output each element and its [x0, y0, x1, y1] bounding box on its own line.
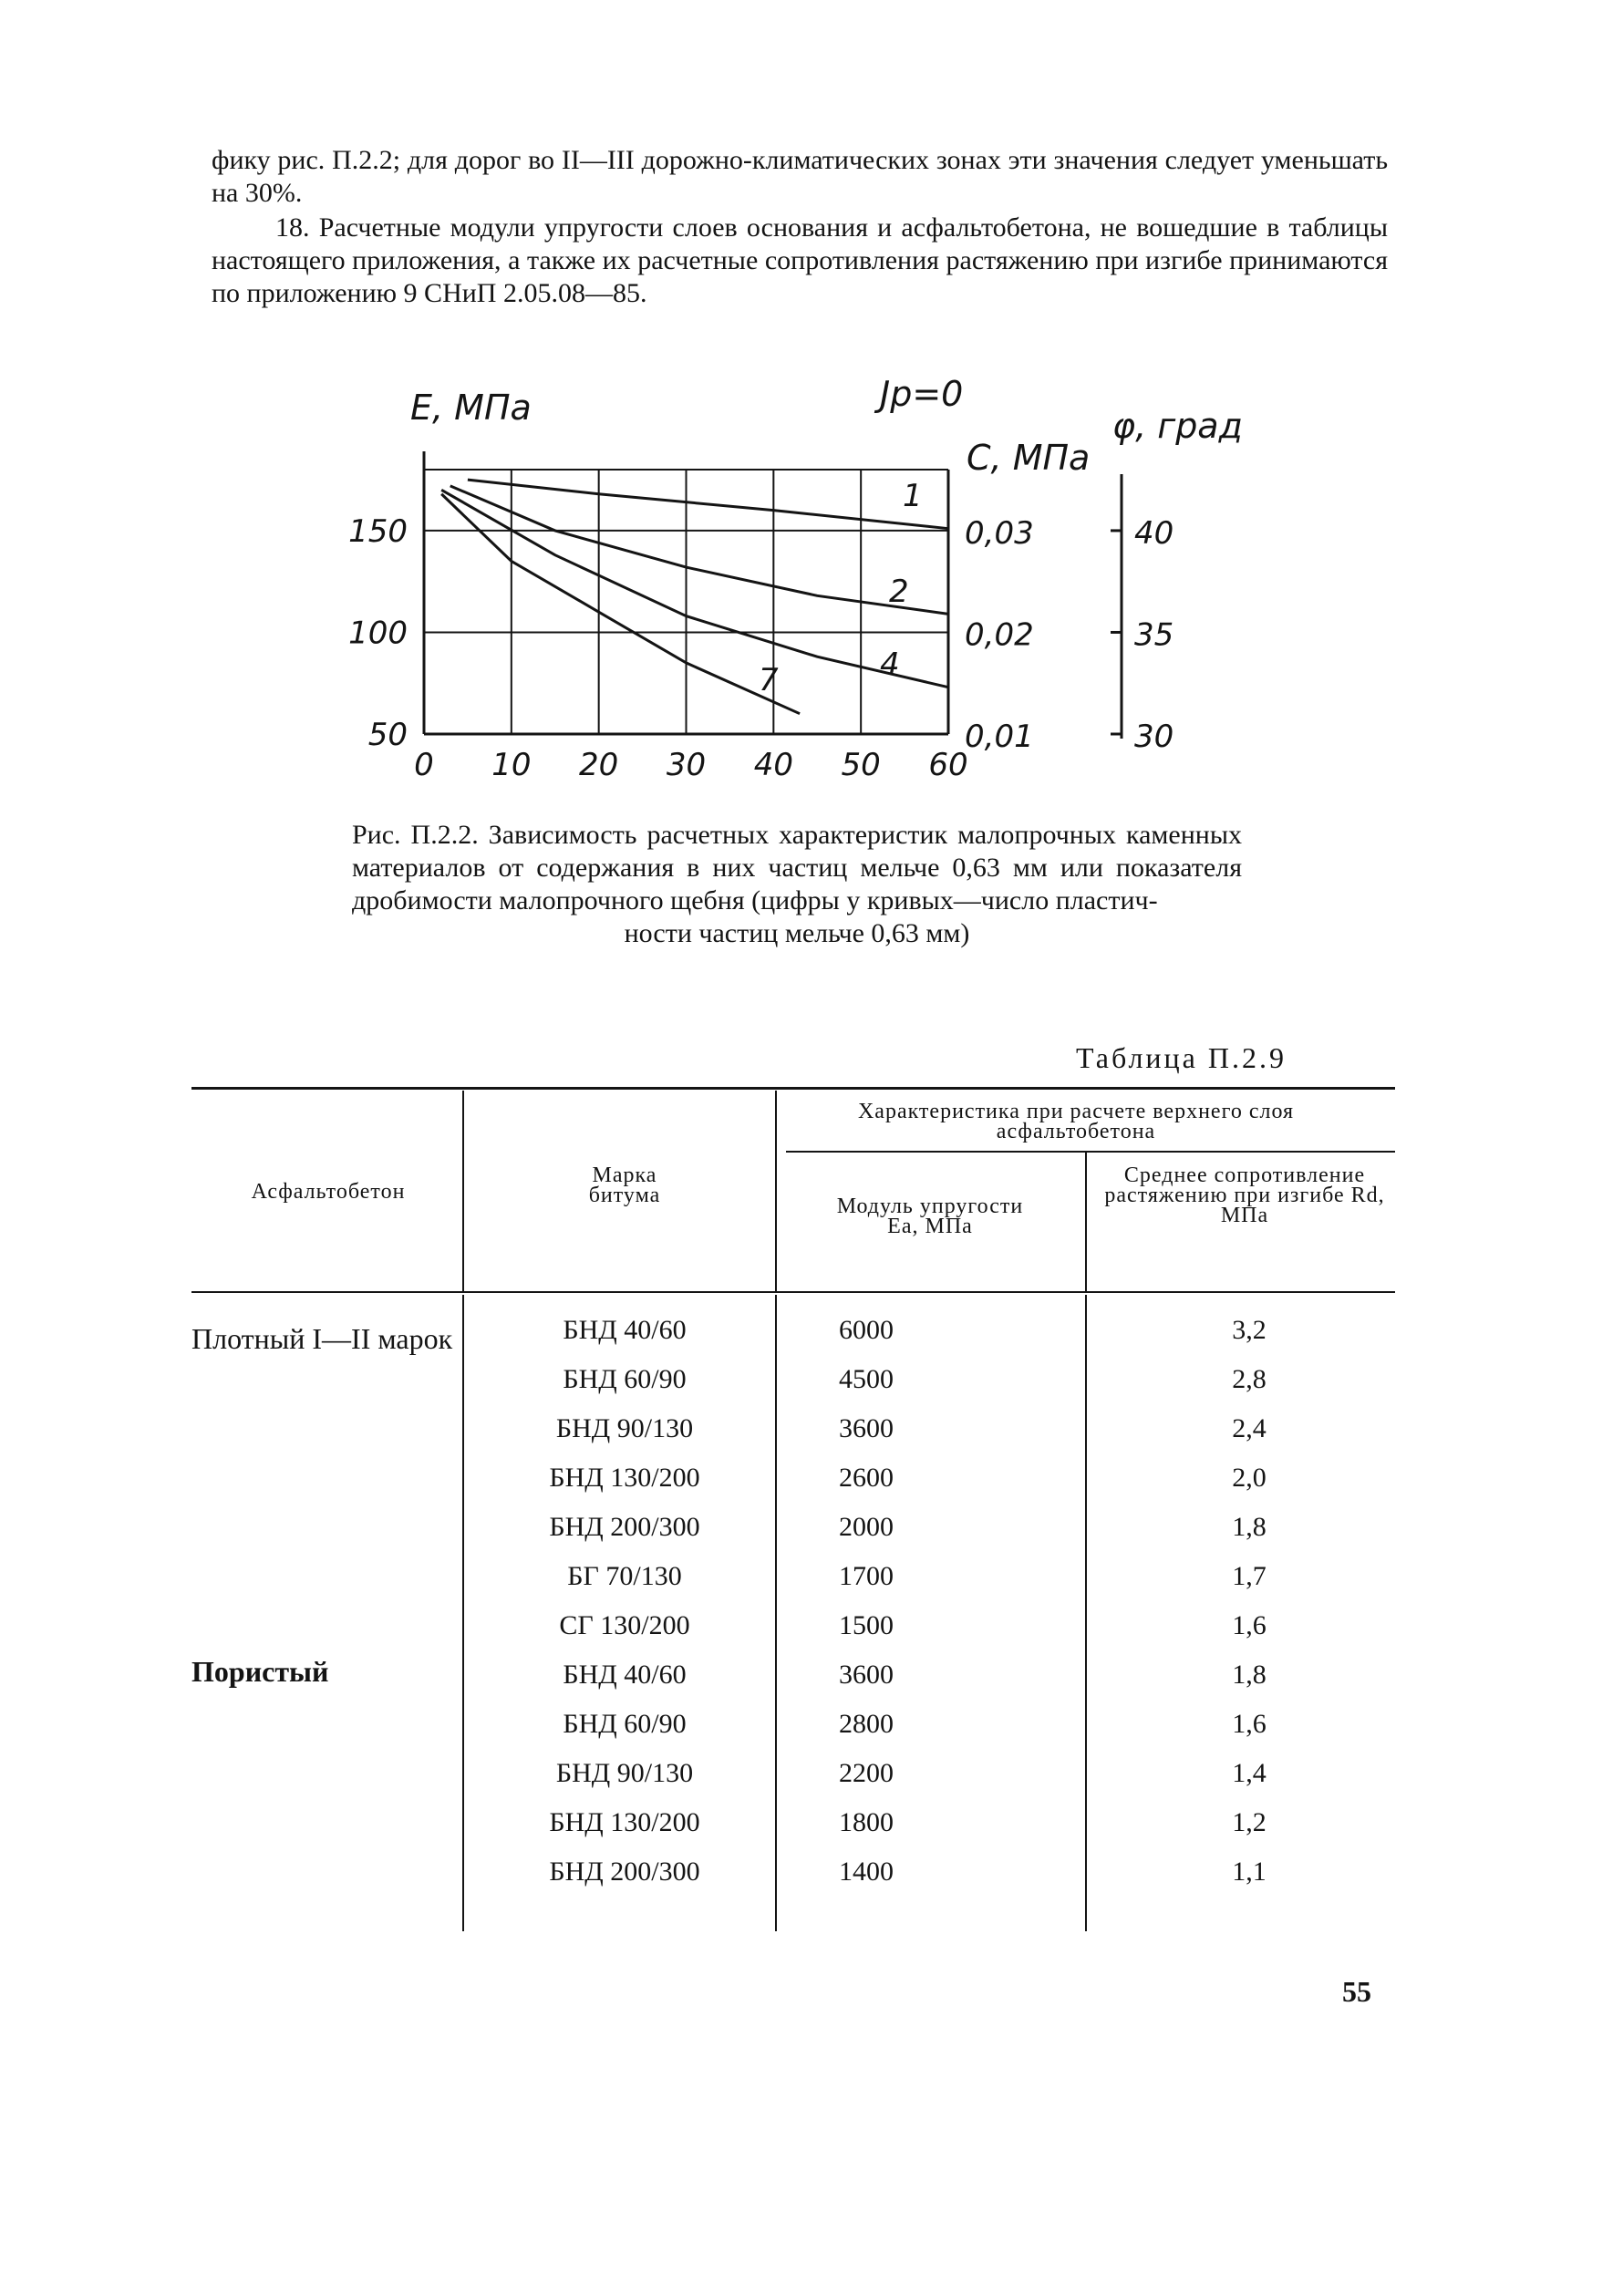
header-bottom-rule — [191, 1291, 1395, 1293]
cell-mark: БНД 200/300 — [549, 1856, 700, 1887]
cell-resistance: 2,0 — [1232, 1463, 1267, 1493]
group-rule — [786, 1151, 1395, 1153]
table-label: Таблица П.2.9 — [1076, 1041, 1287, 1074]
cell-modulus: 1500 — [839, 1610, 894, 1640]
col-divider-3-body — [1085, 1295, 1087, 1931]
cell-mark: БНД 40/60 — [563, 1315, 687, 1345]
table-top-rule — [191, 1087, 1395, 1090]
cell-resistance: 1,8 — [1232, 1512, 1267, 1542]
cell-resistance: 1,7 — [1232, 1561, 1267, 1591]
col-divider-2-header — [775, 1091, 777, 1291]
cell-resistance: 1,6 — [1232, 1610, 1267, 1640]
curve-7 — [441, 494, 800, 714]
cell-mark: БНД 90/130 — [555, 1758, 694, 1788]
cell-mark: БНД 60/90 — [563, 1364, 687, 1394]
cell-modulus: 3600 — [839, 1660, 894, 1690]
curve-label-1: 1 — [903, 478, 923, 514]
cell-mark: БНД 130/200 — [549, 1463, 700, 1493]
x-tick-label: 10 — [491, 747, 532, 783]
top-label: Jp=0 — [880, 374, 964, 414]
y-left-tick-label: 100 — [348, 615, 408, 652]
cell-resistance: 1,1 — [1232, 1856, 1267, 1887]
page-number: 55 — [1342, 1975, 1371, 2008]
curve-label-2: 2 — [889, 574, 909, 610]
x-tick-label: 40 — [753, 747, 793, 783]
header-modulus: Модуль упругости Ea, МПа — [836, 1195, 1024, 1238]
col-divider-1-body — [462, 1295, 464, 1931]
figure-chart — [337, 369, 1249, 798]
x-tick-label: 0 — [414, 747, 434, 783]
y-right-axis-title: φ, град — [1112, 406, 1243, 446]
y-right-tick-label: 40 — [1134, 514, 1174, 552]
cell-modulus: 1400 — [839, 1856, 894, 1887]
group-label-dense: Плотный I—II марок — [191, 1322, 453, 1355]
curve-1 — [468, 480, 948, 529]
caption-line-2: ности частиц мельче 0,63 мм) — [624, 918, 970, 948]
y-left-tick-label: 150 — [348, 512, 408, 550]
figure-caption — [352, 819, 1242, 950]
chart-curves — [441, 480, 948, 714]
cell-modulus: 4500 — [839, 1364, 894, 1394]
cell-modulus: 2200 — [839, 1758, 894, 1788]
paragraph-continuation: фику рис. П.2.2; для дорог во II—III дорожно-климатических зонах эти значения следует уменьшать на 30%. — [212, 145, 1388, 208]
y-middle-tick-label: 0,02 — [965, 616, 1034, 654]
col-divider-3-header — [1085, 1153, 1087, 1291]
x-tick-label: 20 — [579, 747, 619, 783]
col-divider-1-header — [462, 1091, 464, 1291]
paragraph-18: 18. Расчетные модули упругости слоев основания и асфальтобетона, не вошедшие в таблицы настоящего приложения, а также их расчетные сопротивления растяжению при изгибе принимаются по приложению 9 СНиП 2.05.08—85. — [212, 212, 1388, 308]
header-group: Характеристика при расчете верхнего слоя асфальтобетона — [857, 1100, 1295, 1143]
cell-mark: БНД 130/200 — [549, 1807, 700, 1837]
cell-modulus: 2600 — [839, 1463, 894, 1493]
cell-modulus: 1700 — [839, 1561, 894, 1591]
y-middle-tick-label: 0,01 — [965, 719, 1034, 755]
cell-mark: БНД 40/60 — [563, 1660, 687, 1690]
curve-2 — [450, 486, 948, 615]
cell-mark: БНД 90/130 — [555, 1413, 694, 1443]
y-left-axis-title: E, МПа — [410, 388, 532, 428]
cell-resistance: 2,4 — [1232, 1413, 1267, 1443]
y-right-tick-label: 30 — [1134, 719, 1174, 755]
header-resistance: Среднее сопротивление растяжению при изгибе Rd, МПа — [1104, 1164, 1385, 1227]
cell-resistance: 2,8 — [1232, 1364, 1267, 1394]
x-tick-label: 30 — [666, 747, 707, 783]
cell-mark: СГ 130/200 — [559, 1610, 690, 1640]
chart-labels — [348, 374, 1243, 783]
cell-mark: БНД 60/90 — [563, 1709, 687, 1739]
y-left-tick-label: 50 — [367, 717, 408, 753]
y-middle-tick-label: 0,03 — [965, 514, 1034, 552]
cell-resistance: 1,2 — [1232, 1807, 1267, 1837]
cell-modulus: 2800 — [839, 1709, 894, 1739]
group-label-porous: Пористый — [191, 1655, 329, 1688]
header-bitumen: Марка битума — [588, 1164, 661, 1207]
cell-resistance: 1,6 — [1232, 1709, 1267, 1739]
cell-resistance: 1,4 — [1232, 1758, 1267, 1788]
curve-label-7: 7 — [759, 662, 779, 698]
cell-resistance: 1,8 — [1232, 1660, 1267, 1690]
x-tick-label: 60 — [928, 747, 968, 783]
cell-resistance: 3,2 — [1232, 1315, 1267, 1345]
curve-label-4: 4 — [880, 646, 900, 683]
caption-line-1: Рис. П.2.2. Зависимость расчетных характеристик малопрочных каменных материалов от содержания в них частиц мельче 0,63 мм или показателя дробимости малопрочного щебня (цифры у кривых—число пластич- — [352, 820, 1242, 915]
x-tick-label: 50 — [841, 747, 881, 783]
cell-modulus: 2000 — [839, 1512, 894, 1542]
chart-grid — [424, 451, 948, 734]
cell-mark: БГ 70/130 — [567, 1561, 682, 1591]
cell-modulus: 1800 — [839, 1807, 894, 1837]
cell-mark: БНД 200/300 — [549, 1512, 700, 1542]
y-middle-axis-title: C, МПа — [967, 438, 1091, 478]
cell-modulus: 6000 — [839, 1315, 894, 1345]
y-right-tick-label: 35 — [1134, 616, 1174, 654]
header-asphalt: Асфальтобетон — [251, 1180, 406, 1204]
cell-modulus: 3600 — [839, 1413, 894, 1443]
